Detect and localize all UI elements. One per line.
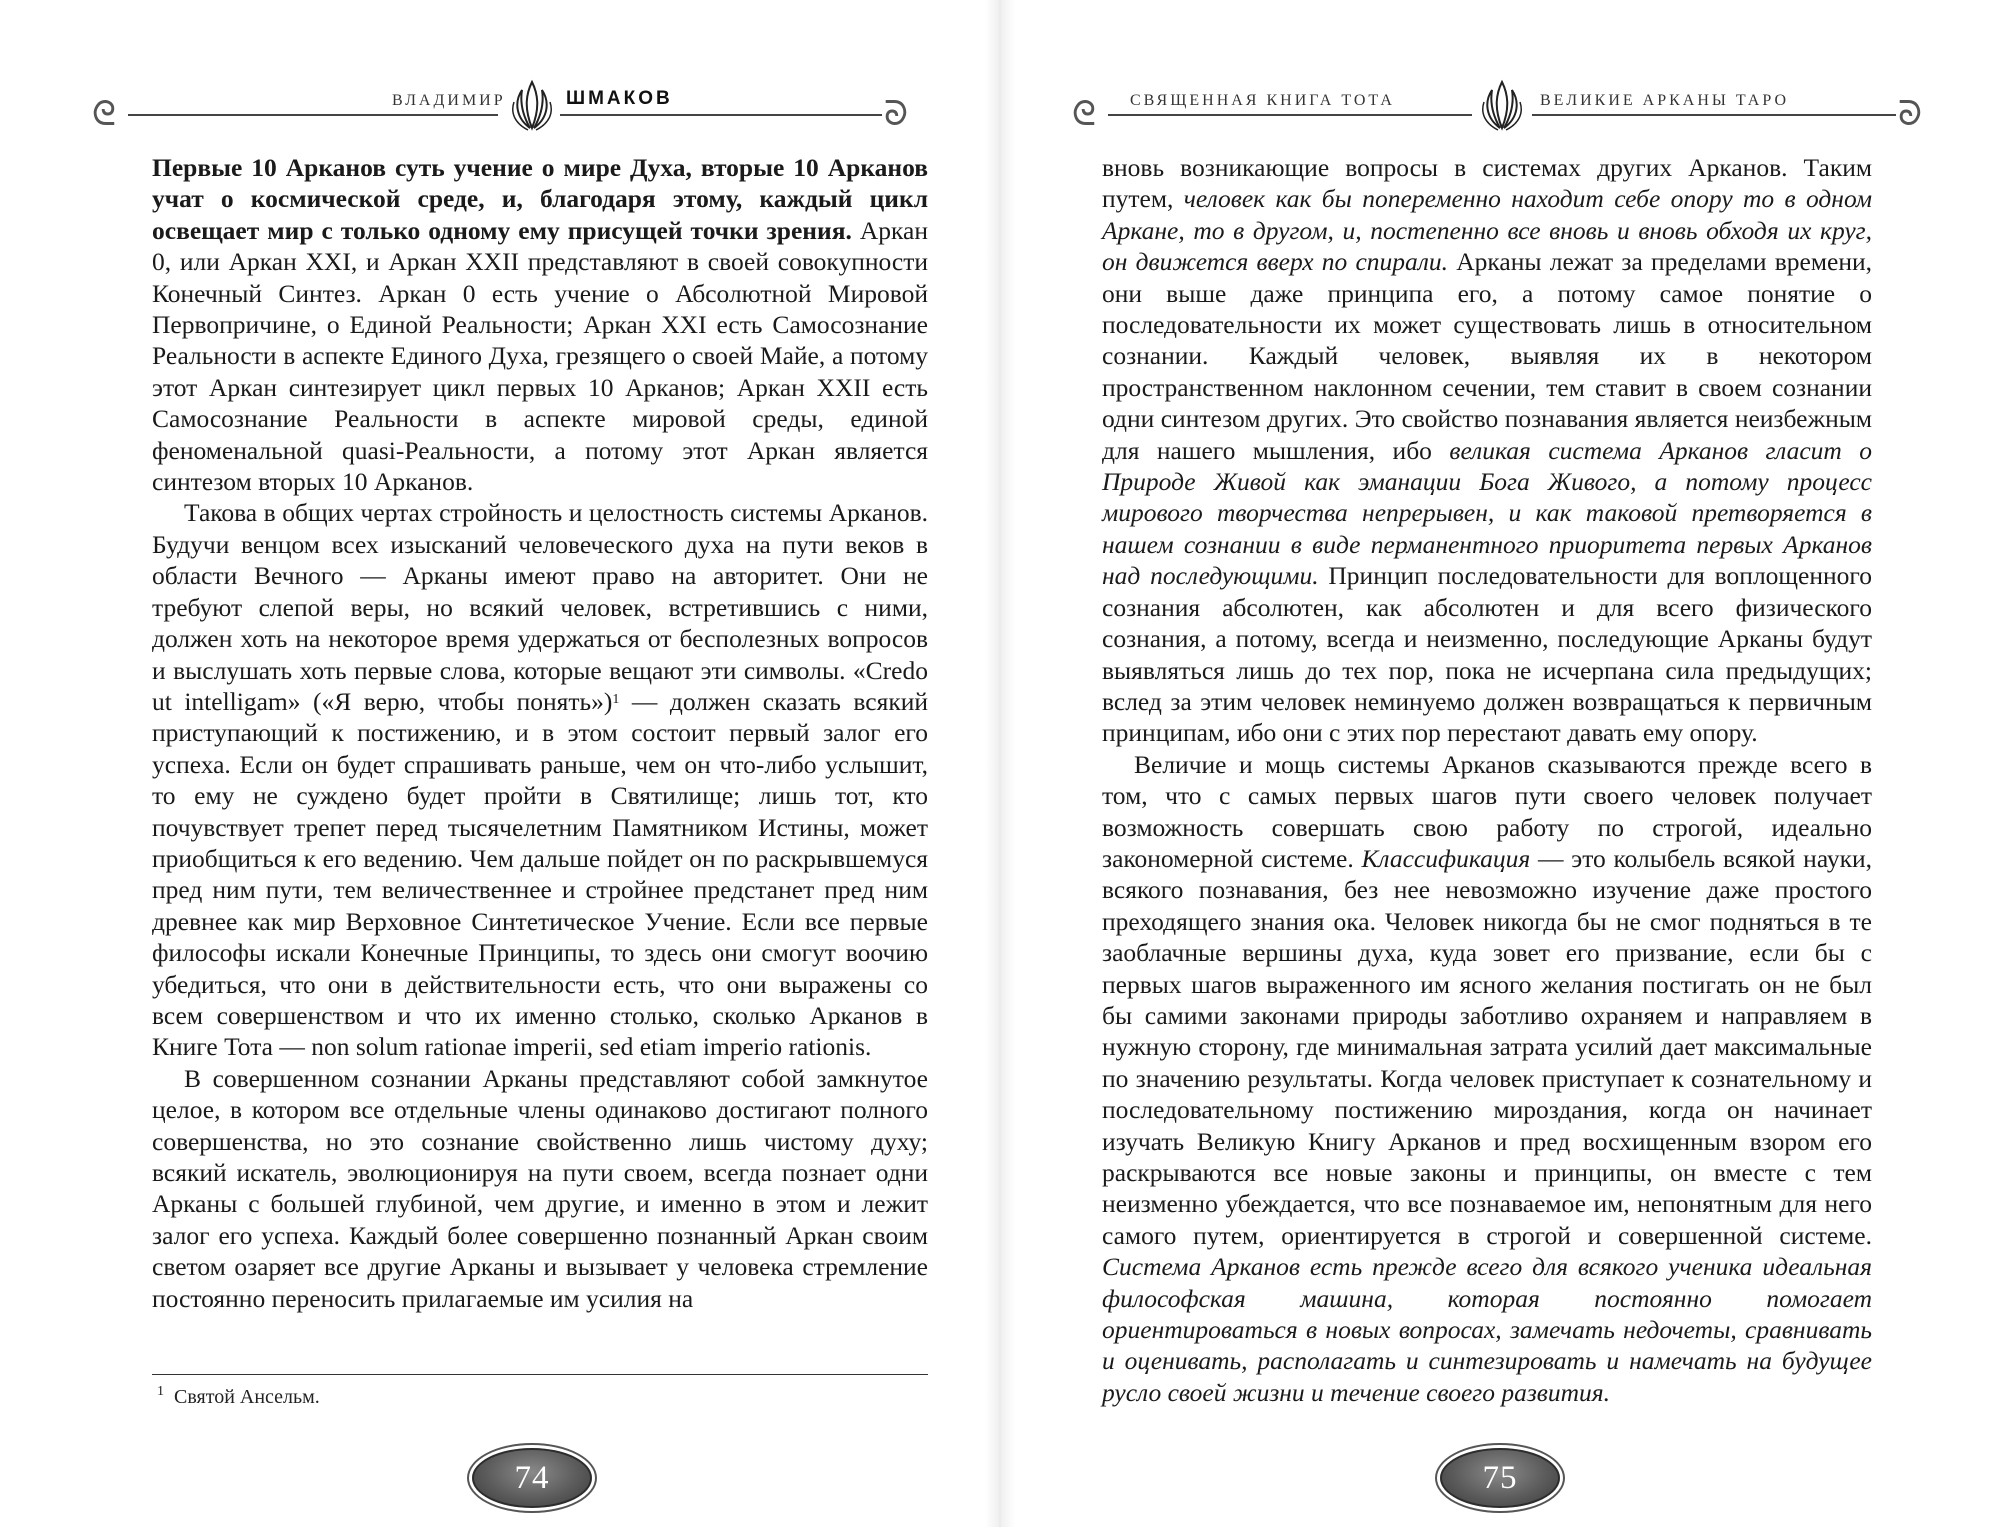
lotus-ornament-icon — [1476, 78, 1528, 134]
paragraph: вновь возникающие вопросы в системах других Арканов. Таким путем, человек как бы попеременно находит себе опору то в одном Аркане, то в другом, и, постепенно все вновь и вновь обходя их круг, он движется вверх по спирали. Арканы лежат за пределами времени, они выше даже принципа его, а потому самое понятие о последовательности их может существовать лишь в относительном сознании. Каждый человек, выявляя их в некотором пространственном наклонном сечении, тем ставит в своем сознании одни синтезом других. Это свойство познавания является неизбежным для нашего мышления, ибо великая система Арканов гласит о Природе Живой как эманации Бога Живого, а потому процесс мирового творчества непрерывен, и как таковой претворяется в нашем сознании в виде перманентного приоритета первых Арканов над последующими. Принцип последовательности для воплощенного сознания абсолютен, как абсолютен и для всего физического сознания, а потому, всегда и неизменно, последующие Арканы будут выявляться лишь до тех пор, пока не исчерпана сила предыдущих; вслед за этим человек неминуемо должен возвращаться к первичным принципам, ибо они с этих пор перестают давать ему опору. — [1102, 153, 1872, 748]
paragraph: В совершенном сознании Арканы представляют собой замкнутое целое, в котором все отдельные члены одинаково достигают полного совершенства, но это сознание свойственно лишь чистому духу; всякий искатель, эволюционируя на пути своем, всегда познает одни Арканы с большей глубиной, чем другие, и именно в этом и лежит залог его успеха. Каждый более совершенно познанный Аркан своим светом озаряет все другие Арканы и вызывает у человека стремление постоянно переносить прилагаемые им усилия на — [152, 1063, 928, 1313]
italic-emphasis: Система Арканов есть прежде всего для всякого ученика идеальная философская машина, которая постоянно помогает ориентироваться в новых вопросах, замечать недочеты, сравнивать и оценивать, располагать и синтезировать и намечать на будущее русло своей жизни и течение своего развития. — [1102, 1252, 1872, 1407]
book-gutter — [985, 0, 1015, 1527]
right-page — [1000, 0, 2000, 1527]
bold-lead: Первые 10 Арканов суть учение о мире Духа, вторые 10 Арканов учат о космической среде, и, благодаря этому, каждый цикл освещает мир с только одному ему присущей точки зрения. — [152, 153, 928, 245]
page-number: 75 — [1440, 1448, 1560, 1508]
footnote-mark: 1 — [157, 1384, 164, 1399]
italic-emphasis: человек как бы попеременно находит себе опору то в одном Аркане, то в другом, и, постепенно все вновь и вновь обходя их круг, он движется вверх по спирали. — [1102, 184, 1872, 277]
lotus-ornament-icon — [506, 78, 558, 134]
italic-emphasis: Классификация — [1361, 843, 1531, 873]
footnote-rule — [152, 1374, 928, 1375]
paragraph: Первые 10 Арканов суть учение о мире Духа, вторые 10 Арканов учат о космической среде, и, благодаря этому, каждый цикл освещает мир с только одному ему присущей точки зрения. Аркан 0, или Аркан XXI, и Аркан XXII представляют в своей совокупности Конечный Синтез. Аркан 0 есть учение о Абсолютной Мировой Первопричине, о Единой Реальности; Аркан XXI есть Самосознание Реальности в аспекте Единого Духа, грезящего о своей Майе, а потому этот Аркан синтезирует цикл первых 10 Арканов; Аркан XXII есть Самосознание Реальности в аспекте мировой среды, единой феноменальной quasi-Реальности, а потому этот Аркан является синтезом вторых 10 Арканов. — [152, 153, 928, 497]
flourish-right-icon: ᘐ — [884, 96, 908, 133]
footnote — [157, 1386, 320, 1409]
footnote-reference[interactable]: 1 — [612, 691, 620, 707]
page-number: 74 — [472, 1448, 592, 1508]
header-subtitle: ВЕЛИКИЕ АРКАНЫ ТАРО — [1540, 92, 1790, 109]
paragraph: Величие и мощь системы Арканов сказываются прежде всего в том, что с самых первых шагов пути своего человек получает возможность совершать свою работу по строгой, идеально закономерной системе. Классификация — это колыбель всякой науки, всякого познавания, без нее невозможно изучение даже простого преходящего знания ока. Человек никогда бы не смог подняться в те заоблачные вершины духа, куда зовет его призвание, если бы с первых шагов выраженного им ясного желания постигать он не был бы самими законами природы заботливо охраняем и направляем в нужную сторону, где минимальная затрата усилий дает максимальные по значению результаты. Когда человек приступает к сознательному и последовательному постижению мироздания, когда он начинает изучать Великую Книгу Арканов и пред восхищенным взором его раскрываются все новые законы и принципы, он вместе с тем неизменно убеждается, что все познаваемое им, непонятным для него самого путем, ориентируется в строгой и совершенной системе. Система Арканов есть прежде всего для всякого ученика идеальная философская машина, которая постоянно помогает ориентироваться в новых вопросах, замечать недочеты, сравнивать и оценивать, располагать и синтезировать и намечать на будущее русло своей жизни и течение своего развития. — [1102, 749, 1873, 1407]
header-rule — [560, 114, 882, 116]
paragraph: Такова в общих чертах стройность и целостность системы Арканов. Будучи венцом всех изысканий человеческого духа на пути веков в области Вечного — Арканы имеют право на авторитет. Они не требуют слепой веры, но всякий человек, встретившись с ними, должен хоть на некоторое время удержаться от бесполезных вопросов и выслушать хоть первые слова, которые вещают эти символы. «Credo ut intelligam» («Я верю, чтобы понять»)$^1$ — должен сказать всякий приступающий к постижению, и в этом состоит первый залог его успеха. Если он будет спрашивать раньше, чем он что-либо услышит, то ему не суждено будет пройти в Святилище; лишь тот, кто почувствует трепет перед тысячелетним Памятником Истины, может приобщиться к его ведению. Чем дальше пойдет он по раскрывшемуся пред ним пути, тем величественнее и стройнее предстанет пред ним древнее как мир Верховное Синтетическое Учение. Если все первые философы искали Конечные Принципы, то здесь они смогут воочию убедиться, что они в действительности есть, что они выражены со всем совершенством и что их именно столько, сколько Арканов в Книге Тота — non solum rationae imperii, sed etiam imperio rationis. — [152, 498, 929, 1062]
left-body-text — [152, 152, 928, 1314]
footnote-text: Святой Ансельм. — [174, 1386, 320, 1408]
right-body-text — [1102, 152, 1872, 1408]
running-header-left — [0, 78, 1000, 138]
flourish-right-icon: ᘐ — [1898, 96, 1922, 133]
running-header-right — [1000, 78, 2000, 138]
header-rule — [1108, 114, 1472, 116]
header-rule — [1532, 114, 1896, 116]
flourish-left-icon: ᘓ — [1072, 96, 1096, 133]
italic-emphasis: великая система Арканов гласит о Природе Живой как эманации Бога Живого, а потому процесс мирового творчества непрерывен, и как таковой претворяется в нашем сознании в виде перманентного приоритета первых Арканов над последующими. — [1102, 435, 1872, 591]
header-author-first: ВЛАДИМИР — [392, 92, 506, 109]
header-book-title: СВЯЩЕННАЯ КНИГА ТОТА — [1130, 92, 1395, 109]
header-author-last: ШМАКОВ — [566, 88, 673, 109]
flourish-left-icon: ᘓ — [92, 96, 116, 133]
header-rule — [128, 114, 498, 116]
